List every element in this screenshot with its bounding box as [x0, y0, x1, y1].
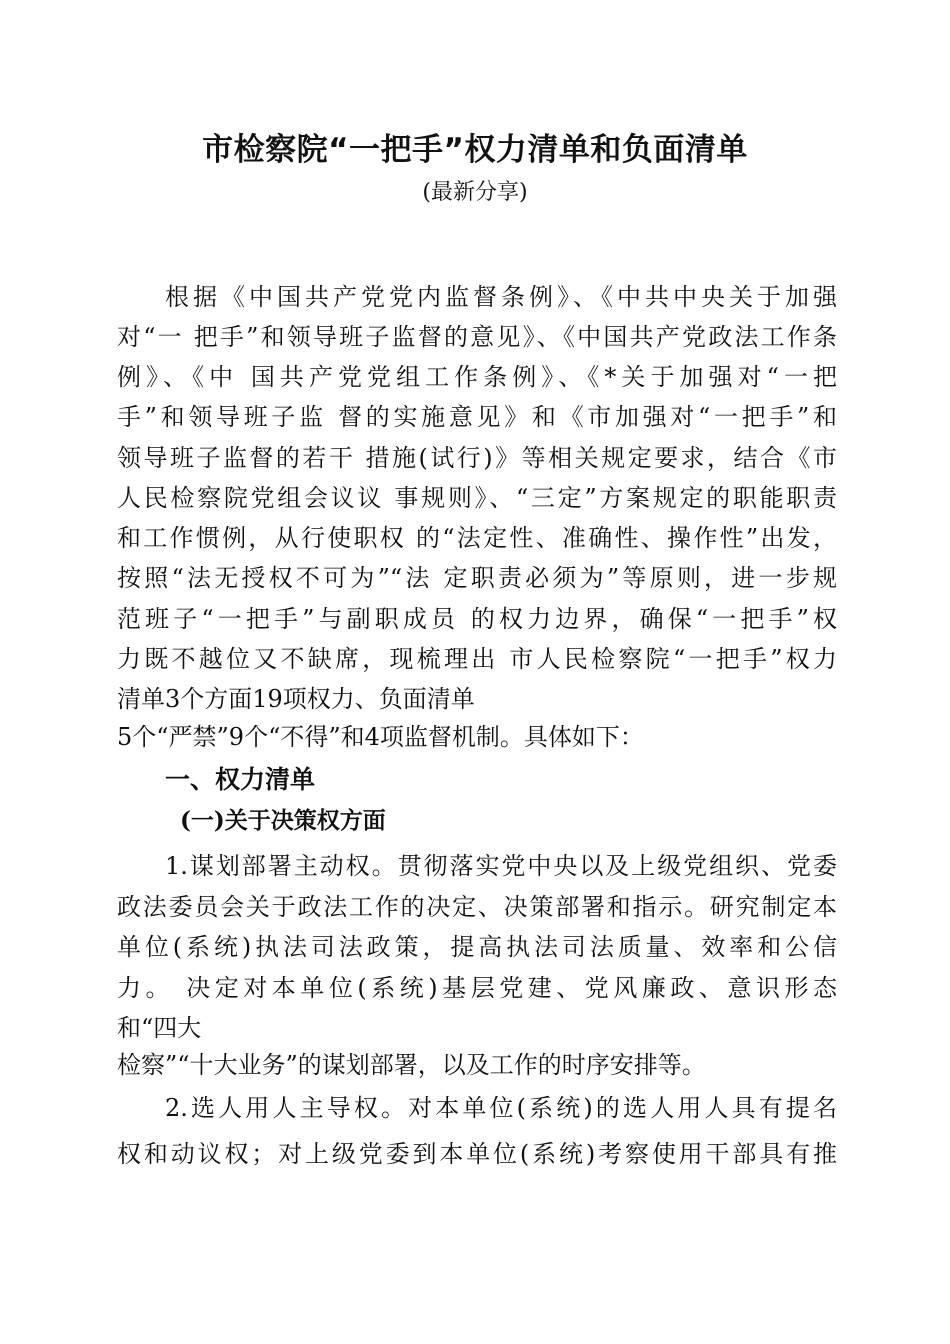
item1-line: 1.谋划部署主动权。贯彻落实党中央以及上级党组织、党委: [165, 852, 837, 880]
intro-line: 和工作惯例，从行使职权 的“法定性、准确性、操作性”出发，: [117, 524, 837, 552]
item1-line: 力。 决定对本单位(系统)基层党建、党风廉政、意识形态: [117, 974, 837, 1002]
intro-line: 根据《中国共产党党内监督条例》、《中共中央关于加强: [165, 283, 837, 311]
intro-line: 例》、《中 国共产党党组工作条例》、《*关于加强对“一把: [117, 363, 837, 391]
item1-line: 政法委员会关于政法工作的决定、决策部署和指示。研究制定本: [117, 893, 837, 921]
item1-line: 单位(系统)执法司法政策，提高执法司法质量、效率和公信: [117, 933, 837, 961]
intro-line: 范班子“一把手”与副职成员 的权力边界，确保“一把手”权: [117, 605, 837, 633]
document-title: 市检察院“一把手”权力清单和负面清单: [202, 132, 748, 168]
intro-line: 人民检察院党组会议议 事规则》、“三定”方案规定的职能职责: [117, 484, 837, 512]
subsection-heading: (一)关于决策权方面: [180, 807, 386, 834]
item1-line: 和“四大: [117, 1014, 202, 1042]
section-heading: 一、权力清单: [165, 765, 316, 794]
intro-line: 清单3个方面19项权力、负面清单: [117, 685, 475, 713]
item1-line: 检察”“十大业务”的谋划部署，以及工作的时序安排等。: [117, 1051, 706, 1079]
intro-line: 对“一 把手”和领导班子监督的意见》、《中国共产党政法工作条: [117, 323, 837, 351]
intro-line: 5个“严禁”9个“不得”和4项监督机制。具体如下：: [117, 723, 644, 751]
intro-line: 领导班子监督的若干 措施(试行)》等相关规定要求，结合《市: [117, 444, 837, 472]
intro-line: 手”和领导班子监 督的实施意见》和《市加强对“一把手”和: [117, 403, 837, 431]
intro-line: 力既不越位又不缺席，现梳理出 市人民检察院“一把手”权力: [117, 645, 837, 673]
item2-line: 2.选人用人主导权。对本单位(系统)的选人用人具有提名: [165, 1094, 837, 1122]
intro-line: 按照“法无授权不可为”“法 定职责必须为”等原则，进一步规: [117, 564, 837, 592]
item2-line: 权和动议权；对上级党委到本单位(系统)考察使用干部具有推: [117, 1140, 837, 1168]
document-subtitle: (最新分享): [422, 180, 528, 205]
